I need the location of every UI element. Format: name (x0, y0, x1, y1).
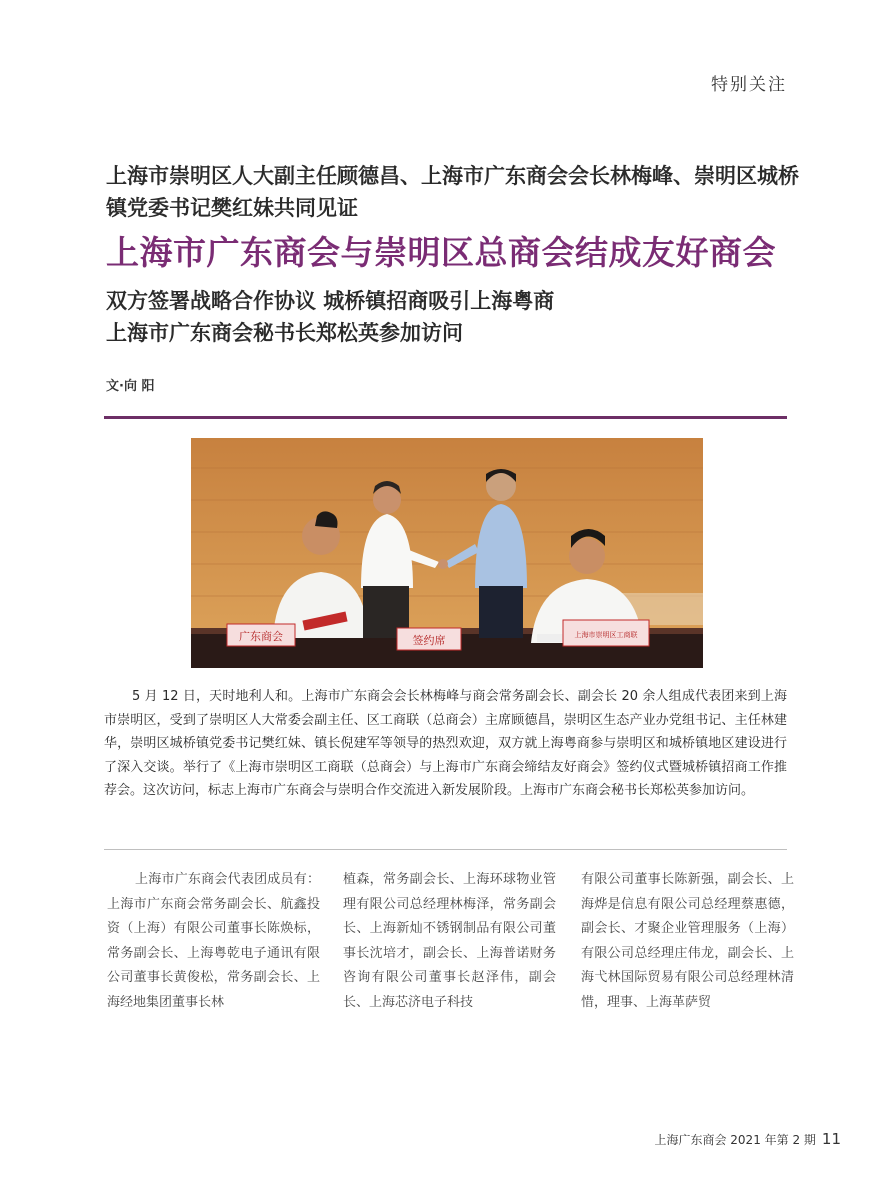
photo-illustration (191, 438, 703, 668)
page-number: 11 (821, 1130, 841, 1148)
name-plate-right: 上海市崇明区工商联 (574, 631, 638, 639)
page-footer (654, 1130, 841, 1148)
sub-title-line-1: 双方签署战略合作协议 城桥镇招商吸引上海粤商 (106, 288, 555, 313)
signing-ceremony-photo (191, 438, 703, 668)
publication-name: 上海广东商会 2021 年第 2 期 (654, 1133, 816, 1147)
body-column-3: 有限公司董事长陈新强，副会长、上海烨是信息有限公司总经理蔡惠德，副会长、才聚企业管理服务（上海）有限公司总经理庄伟龙，副会长、上海弋林国际贸易有限公司总经理林清惜，理事、上海革萨贸 (581, 872, 794, 1010)
body-column-1: 上海市广东商会代表团成员有：上海市广东商会常务副会长、航鑫投资（上海）有限公司董事长陈焕标，常务副会长、上海粤乾电子通讯有限公司董事长黄俊松，常务副会长、上海经地集团董事长林 (107, 872, 320, 1010)
sub-title (106, 285, 806, 349)
pre-title: 上海市崇明区人大副主任顾德昌、上海市广东商会会长林梅峰、崇明区城桥镇党委书记樊红妹共同见证 (106, 164, 799, 220)
byline: 文·向 阳 (106, 379, 155, 394)
body-column-2: 植森，常务副会长、上海环球物业管理有限公司总经理林梅泽，常务副会长、上海新灿不锈钢制品有限公司董事长沈培才，副会长、上海普诺财务咨询有限公司董事长赵泽伟，副会长、上海芯济电子科技 (343, 872, 556, 1010)
section-divider (104, 849, 787, 850)
sub-title-line-2: 上海市广东商会秘书长郑松英参加访问 (106, 320, 463, 345)
section-tag: 特别关注 (711, 75, 787, 95)
name-plate-center: 签约席 (412, 634, 446, 647)
name-plate-left: 广东商会 (239, 630, 283, 643)
main-title: 上海市广东商会与崇明区总商会结成友好商会 (106, 233, 776, 272)
lead-paragraph: 5 月 12 日，天时地利人和。上海市广东商会会长林梅峰与商会常务副会长、副会长 20 余人组成代表团来到上海市崇明区，受到了崇明区人大常委会副主任、区工商联（总商会）主席顾德昌，崇明区生态产业办党组书记、主任林建华，崇明区城桥镇党委书记樊红妹、镇长倪建军等领导的热烈欢迎，双方就上海粤商参与崇明区和城桥镇地区建设进行了深入交谈。举行了《上海市崇明区工商联（总商会）与上海市广东商会缔结友好商会》签约仪式暨城桥镇招商工作推荐会。这次访问，标志上海市广东商会与崇明合作交流进入新发展阶段。上海市广东商会秘书长郑松英参加访问。 (104, 689, 787, 798)
title-divider (104, 416, 787, 419)
